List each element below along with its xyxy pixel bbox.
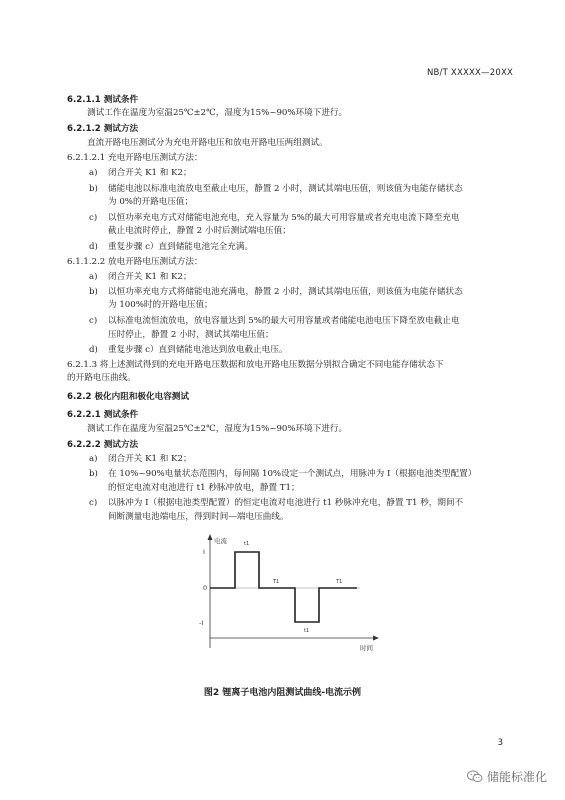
list-item-text: 间断测量电池端电压，得到时间—端电压曲线。	[108, 512, 289, 522]
watermark-text: 储能标准化	[486, 770, 547, 784]
segment-label-T1-a: T1	[273, 579, 280, 585]
list-item-text: 闭合开关 K1 和 K2；	[108, 168, 192, 178]
list-marker: c)	[89, 213, 98, 223]
section-6-2-1-3-text: 6.2.1.3 将上述测试得到的充电开路电压数据和放电开路电压数据分别拟合确定不同电能存储状态下	[67, 360, 444, 370]
list-marker: a)	[89, 168, 98, 178]
list-item-text: 为 0%的开路电压值；	[108, 197, 194, 207]
list-item-text: 以标准电流恒流放电，放电容量达到 5%的最大可用容量或者储能电池电压下降至放电截止电	[108, 316, 460, 326]
list-item-text: 闭合开关 K1 和 K2；	[108, 272, 192, 282]
section-6-2-2-1-text: 测试工作在温度为室温25℃±2℃，湿度为15%~90%环境下进行。	[87, 424, 348, 434]
tick-label-neg-I: -I	[199, 619, 204, 627]
section-6-2-1-1-text: 测试工作在温度为室温25℃±2℃，湿度为15%~90%环境下进行。	[87, 108, 348, 118]
document-code: NB/T XXXXX—20XX	[426, 68, 513, 78]
tick-label-I: I	[203, 548, 205, 556]
current-waveform-figure	[195, 530, 385, 655]
page-number: 3	[497, 738, 503, 748]
list-item-text: 的恒定电流对电池进行 t1 秒脉冲放电，静置 T1；	[108, 483, 300, 493]
list-item-text: 以脉冲为 I（根据电池类型配置）的恒定电流对电池进行 t1 秒脉冲充电，静置 T1 秒，期间不	[108, 498, 464, 508]
segment-label-t1-top: t1	[244, 541, 250, 547]
list-marker: b)	[89, 184, 98, 194]
section-6-1-1-2-2-title: 6.1.1.2.2 放电开路电压测试方法：	[67, 257, 203, 267]
section-6-2-1-2-text: 直流开路电压测试分为充电开路电压和放电开路电压两组测试。	[87, 138, 328, 148]
segment-label-t1-bottom: t1	[304, 628, 310, 634]
list-marker: b)	[89, 469, 98, 479]
list-item-text: 以恒功率充电方式将储能电池充满电，静置 2 小时，测试其端电压值，则该值为电能存储状态	[108, 287, 463, 297]
list-item-text: 截止电流时停止，静置 2 小时后测试端电压值；	[108, 226, 291, 236]
list-marker: d)	[89, 242, 98, 252]
list-item-text: 为 100%时的开路电压值；	[108, 300, 213, 310]
section-6-2-1-2-title: 6.2.1.2 测试方法	[67, 124, 139, 134]
y-axis-label: 电流	[214, 537, 227, 545]
section-6-2-2-title: 6.2.2 极化内阻和极化电容测试	[67, 392, 189, 402]
list-marker: d)	[89, 345, 98, 355]
x-axis-label: 时间	[360, 644, 373, 652]
current-waveform	[210, 552, 357, 622]
y-axis-arrow	[208, 534, 213, 540]
section-6-2-2-2-title: 6.2.2.2 测试方法	[67, 440, 139, 450]
list-item-text: 重复步骤 c）直到储能电池达到放电截止电压。	[108, 345, 288, 355]
list-item-text: 以恒功率充电方式对储能电池充电，充入容量为 5%的最大可用容量或者充电电流下降至充电	[108, 213, 460, 223]
list-item-text: 压时停止，静置 2 小时，测试其端电压值；	[108, 330, 274, 340]
segment-label-T1-b: T1	[336, 579, 343, 585]
section-6-2-2-1-title: 6.2.2.1 测试条件	[67, 410, 139, 420]
watermark	[467, 768, 547, 785]
list-item-text: 重复步骤 c）直到储能电池完全充满。	[108, 242, 254, 252]
list-item-text: 闭合开关 K1 和 K2；	[108, 454, 192, 464]
list-marker: a)	[89, 454, 98, 464]
list-marker: a)	[89, 272, 98, 282]
figure-caption: 图2 锂离子电池内阻测试曲线-电流示例	[203, 688, 362, 698]
section-6-2-1-2-1-title: 6.2.1.2.1 充电开路电压测试方法：	[67, 153, 203, 163]
list-marker: c)	[89, 316, 98, 326]
section-6-2-1-1-title: 6.2.1.1 测试条件	[67, 95, 139, 105]
list-item-text: 储能电池以标准电流放电至截止电压，静置 2 小时，测试其端电压值，则该值为电能存储状态	[108, 184, 463, 194]
list-marker: b)	[89, 287, 98, 297]
wechat-icon	[467, 770, 483, 783]
section-6-2-1-3-text: 的开路电压曲线。	[67, 373, 136, 383]
x-axis-arrow	[373, 636, 379, 641]
list-item-text: 在 10%~90%电量状态范围内，每间隔 10%设定一个测试点，用脉冲为 I（根据电池类型配置）	[108, 469, 477, 479]
tick-label-0: 0	[203, 584, 208, 592]
list-marker: c)	[89, 498, 98, 508]
